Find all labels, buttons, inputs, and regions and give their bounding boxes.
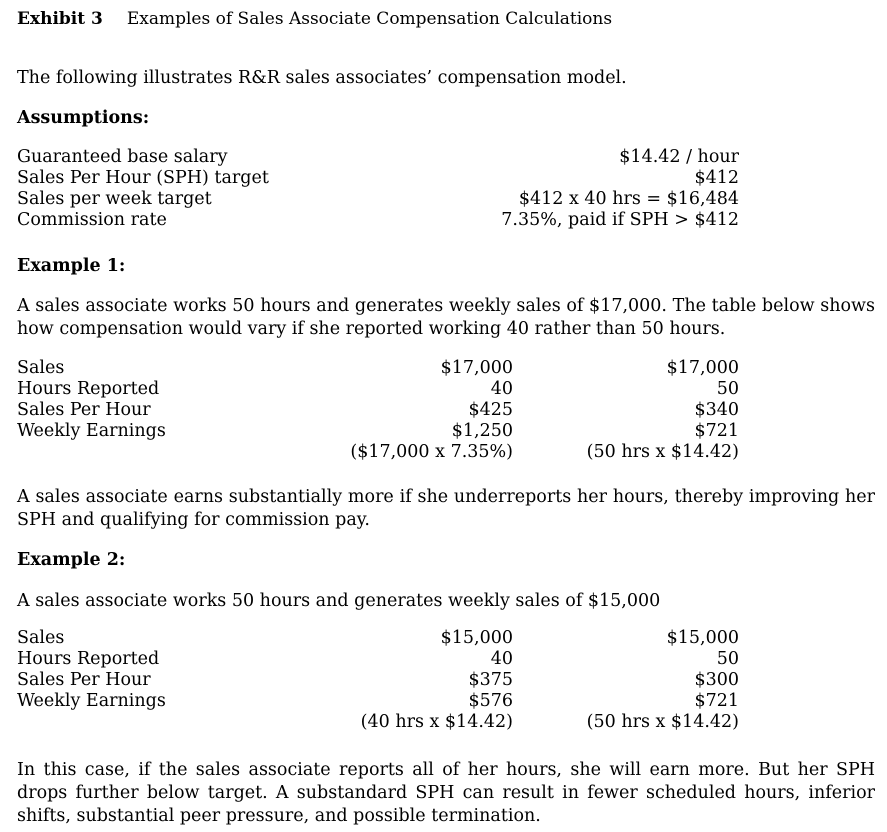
reported-50-value: $340 [694,400,739,420]
reported-50-value: $721 [694,421,739,441]
reported-40-value: $425 [468,400,513,420]
exhibit-label: Exhibit 3 [17,9,103,29]
table-row [17,670,739,691]
assumptions-heading: Assumptions: [17,108,150,128]
table-row [17,649,739,670]
reported-40-value: $1,250 [451,421,513,441]
table-row [17,691,739,712]
row-label: Weekly Earnings [17,421,166,441]
intro-text: The following illustrates R&R sales associates’ compensation model. [17,68,627,88]
example1-heading: Example 1: [17,256,126,276]
table-row [17,442,739,463]
calculation-note: (50 hrs x $14.42) [586,442,739,462]
calculation-note: (50 hrs x $14.42) [586,712,739,732]
assumption-label: Guaranteed base salary [17,147,228,167]
row-label: Sales [17,358,65,378]
assumption-value: $14.42 / hour [619,147,739,167]
row-label: Hours Reported [17,649,160,669]
example2-conclusion: In this case, if the sales associate reports all of her hours, she will earn more. But her SPH drops further below target. A substandard SPH can result in fewer scheduled hours, inferior shifts, substantial peer pressure, and possible termination. [17,760,875,826]
table-row [17,379,739,400]
example2-heading: Example 2: [17,550,126,570]
calculation-note: ($17,000 x 7.35%) [350,442,513,462]
table-row [17,358,739,379]
example1-conclusion: A sales associate earns substantially more if she underreports her hours, thereby improving her SPH and qualifying for commission pay. [17,487,875,530]
assumption-row [17,168,739,189]
example2-table [17,628,739,733]
example1-table [17,358,739,463]
row-label: Hours Reported [17,379,160,399]
row-label: Sales [17,628,65,648]
reported-50-value: $721 [694,691,739,711]
assumption-value: 7.35%, paid if SPH > $412 [501,210,739,230]
assumption-label: Sales Per Hour (SPH) target [17,168,269,188]
table-row [17,712,739,733]
row-label: Sales Per Hour [17,400,151,420]
reported-40-value: $576 [468,691,513,711]
assumptions-table [17,147,739,231]
assumption-row [17,147,739,168]
assumption-row [17,210,739,231]
reported-40-value: $375 [468,670,513,690]
reported-40-value: $15,000 [440,628,513,648]
assumption-value: $412 x 40 hrs = $16,484 [518,189,739,209]
assumption-label: Commission rate [17,210,167,230]
assumption-label: Sales per week target [17,189,212,209]
exhibit-title-text: Examples of Sales Associate Compensation Calculations [126,9,613,29]
assumption-row [17,189,739,210]
row-label: Weekly Earnings [17,691,166,711]
exhibit-title [17,9,612,30]
reported-50-value: $17,000 [666,358,739,378]
example2-description: A sales associate works 50 hours and generates weekly sales of $15,000 [17,591,661,611]
reported-40-value: 40 [490,379,513,399]
table-row [17,421,739,442]
reported-50-value: 50 [716,649,739,669]
reported-50-value: $15,000 [666,628,739,648]
calculation-note: (40 hrs x $14.42) [360,712,513,732]
assumption-value: $412 [694,168,739,188]
example1-description: A sales associate works 50 hours and generates weekly sales of $17,000. The table below shows how compensation would vary if she reported working 40 rather than 50 hours. [17,296,875,339]
reported-50-value: 50 [716,379,739,399]
reported-40-value: 40 [490,649,513,669]
reported-40-value: $17,000 [440,358,513,378]
table-row [17,628,739,649]
table-row [17,400,739,421]
reported-50-value: $300 [694,670,739,690]
row-label: Sales Per Hour [17,670,151,690]
